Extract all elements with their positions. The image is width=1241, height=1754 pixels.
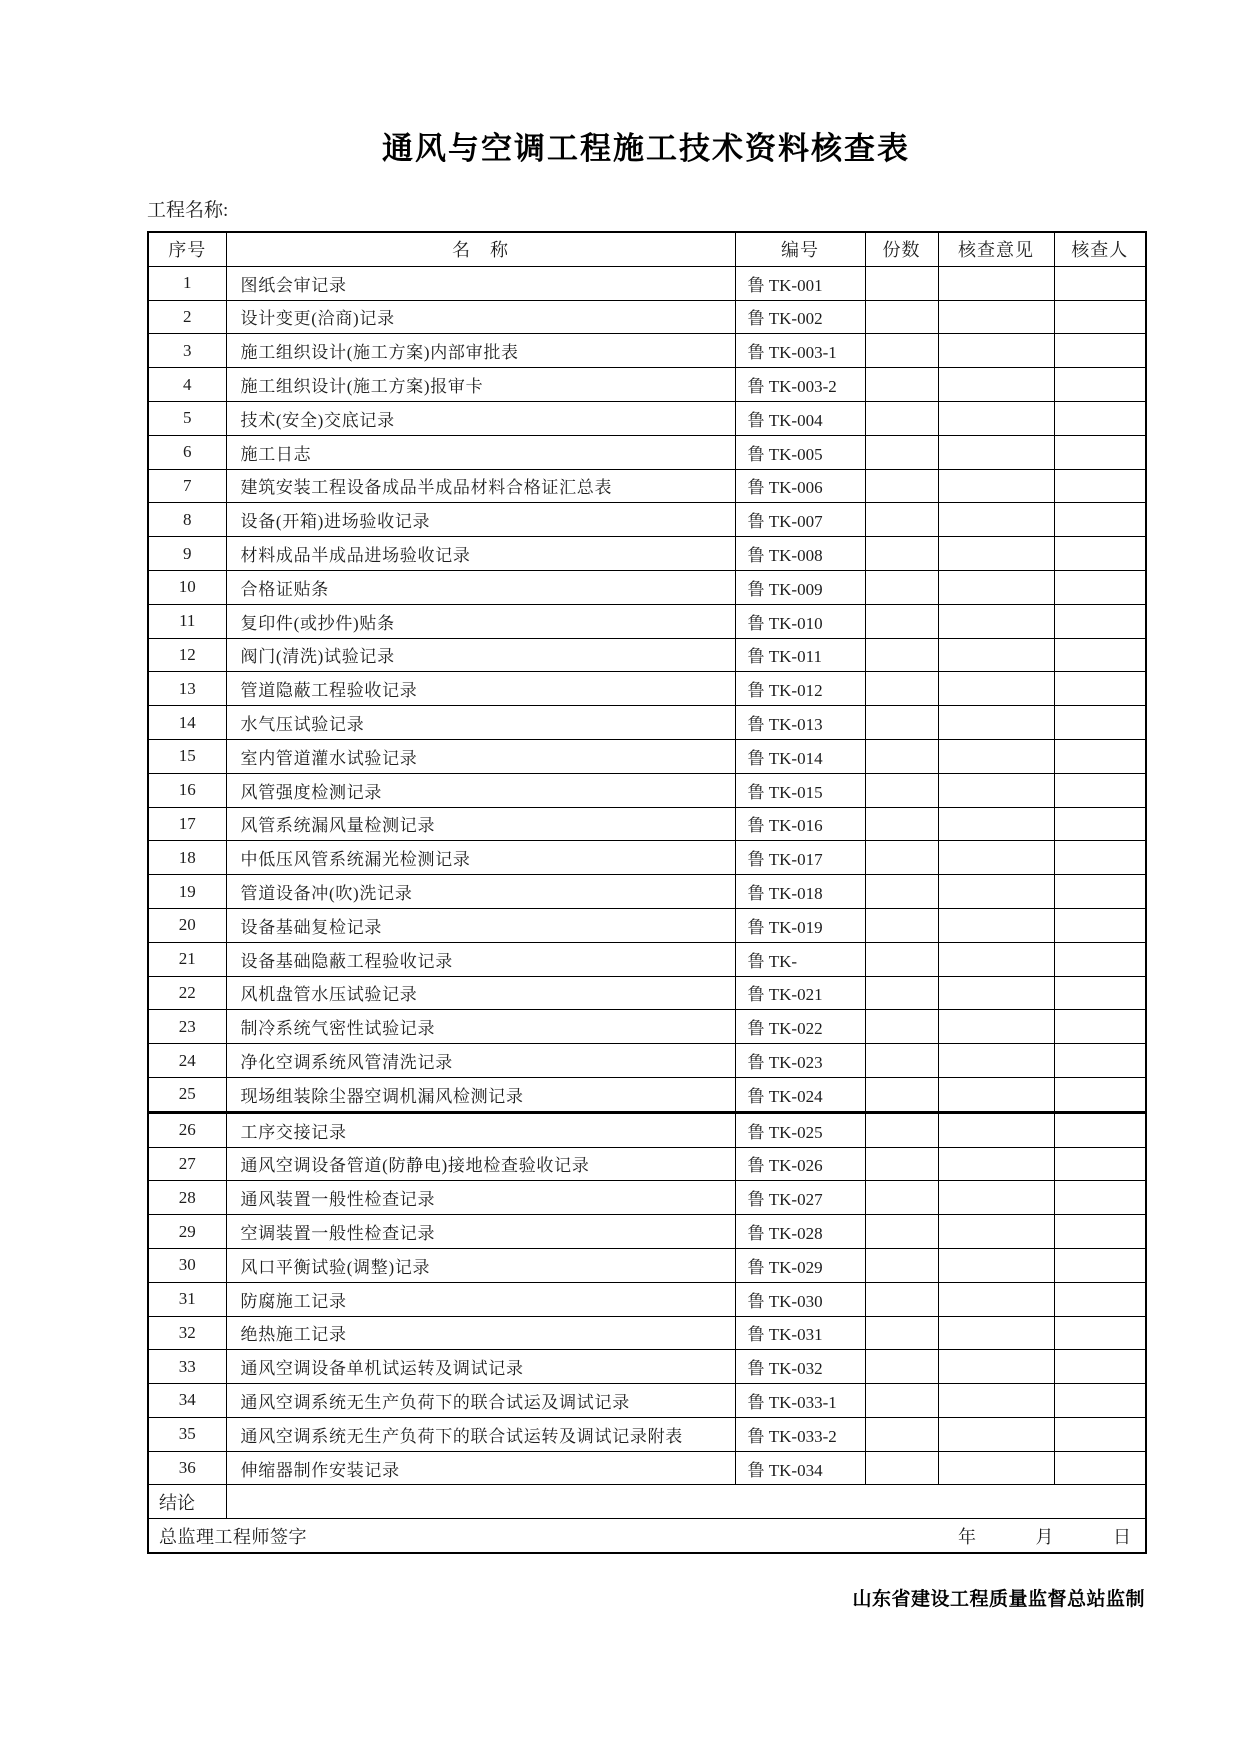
row-number-cell: 24 — [148, 1044, 226, 1078]
row-number-cell: 33 — [148, 1350, 226, 1384]
row-verifier-cell — [1054, 1215, 1146, 1249]
table-row — [148, 469, 1146, 503]
row-code-cell: 鲁 TK-004 — [735, 401, 865, 435]
row-number-cell: 26 — [148, 1112, 226, 1147]
row-opinion-cell — [938, 1181, 1054, 1215]
row-number-cell: 1 — [148, 266, 226, 300]
row-code-cell: 鲁 TK-033-1 — [735, 1384, 865, 1418]
row-number-cell: 5 — [148, 401, 226, 435]
row-number-cell: 8 — [148, 503, 226, 537]
row-verifier-cell — [1054, 1077, 1146, 1112]
col-header-code: 编号 — [735, 232, 865, 266]
row-code-cell: 鲁 TK-012 — [735, 672, 865, 706]
row-name-cell: 管道设备冲(吹)洗记录 — [226, 875, 735, 909]
publisher-label: 山东省建设工程质量监督总站监制 — [852, 1589, 1145, 1611]
row-code-cell: 鲁 TK-014 — [735, 739, 865, 773]
row-opinion-cell — [938, 638, 1054, 672]
row-verifier-cell — [1054, 1044, 1146, 1078]
row-opinion-cell — [938, 1451, 1054, 1485]
row-verifier-cell — [1054, 739, 1146, 773]
table-row — [148, 604, 1146, 638]
row-number-cell: 10 — [148, 570, 226, 604]
table-row — [148, 1181, 1146, 1215]
row-number-cell: 7 — [148, 469, 226, 503]
row-opinion-cell — [938, 942, 1054, 976]
row-opinion-cell — [938, 1010, 1054, 1044]
row-number-cell: 14 — [148, 706, 226, 740]
table-row — [148, 942, 1146, 976]
row-verifier-cell — [1054, 266, 1146, 300]
row-name-cell: 复印件(或抄件)贴条 — [226, 604, 735, 638]
row-verifier-cell — [1054, 841, 1146, 875]
page-title: 通风与空调工程施工技术资料核查表 — [382, 131, 910, 166]
table-row — [148, 1077, 1146, 1112]
row-name-cell: 施工日志 — [226, 435, 735, 469]
table-row — [148, 435, 1146, 469]
row-verifier-cell — [1054, 1010, 1146, 1044]
row-verifier-cell — [1054, 1147, 1146, 1181]
row-copies-cell — [865, 1010, 938, 1044]
row-number-cell: 9 — [148, 537, 226, 571]
signature-line — [149, 1523, 1145, 1549]
table-row — [148, 1215, 1146, 1249]
row-verifier-cell — [1054, 773, 1146, 807]
row-copies-cell — [865, 841, 938, 875]
row-verifier-cell — [1054, 638, 1146, 672]
row-verifier-cell — [1054, 503, 1146, 537]
row-copies-cell — [865, 1417, 938, 1451]
row-copies-cell — [865, 570, 938, 604]
row-name-cell: 管道隐蔽工程验收记录 — [226, 672, 735, 706]
row-name-cell: 防腐施工记录 — [226, 1282, 735, 1316]
row-verifier-cell — [1054, 300, 1146, 334]
signature-label: 总监理工程师签字 — [159, 1526, 307, 1547]
row-verifier-cell — [1054, 1316, 1146, 1350]
table-row — [148, 638, 1146, 672]
row-copies-cell — [865, 1147, 938, 1181]
row-name-cell: 制冷系统气密性试验记录 — [226, 1010, 735, 1044]
row-copies-cell — [865, 773, 938, 807]
row-code-cell: 鲁 TK-016 — [735, 807, 865, 841]
row-number-cell: 16 — [148, 773, 226, 807]
row-name-cell: 通风空调设备管道(防静电)接地检查验收记录 — [226, 1147, 735, 1181]
table-row — [148, 908, 1146, 942]
row-copies-cell — [865, 638, 938, 672]
row-verifier-cell — [1054, 537, 1146, 571]
row-copies-cell — [865, 706, 938, 740]
row-name-cell: 绝热施工记录 — [226, 1316, 735, 1350]
row-number-cell: 34 — [148, 1384, 226, 1418]
row-verifier-cell — [1054, 1350, 1146, 1384]
col-header-opinion: 核查意见 — [938, 232, 1054, 266]
row-code-cell: 鲁 TK-002 — [735, 300, 865, 334]
row-opinion-cell — [938, 334, 1054, 368]
row-opinion-cell — [938, 976, 1054, 1010]
row-code-cell: 鲁 TK-032 — [735, 1350, 865, 1384]
row-number-cell: 18 — [148, 841, 226, 875]
row-code-cell: 鲁 TK- — [735, 942, 865, 976]
row-opinion-cell — [938, 570, 1054, 604]
row-code-cell: 鲁 TK-030 — [735, 1282, 865, 1316]
date-day-label: 日 — [1113, 1526, 1131, 1547]
row-number-cell: 15 — [148, 739, 226, 773]
table-row — [148, 706, 1146, 740]
row-verifier-cell — [1054, 1417, 1146, 1451]
row-copies-cell — [865, 1350, 938, 1384]
table-row — [148, 266, 1146, 300]
row-copies-cell — [865, 1077, 938, 1112]
row-code-cell: 鲁 TK-006 — [735, 469, 865, 503]
row-number-cell: 23 — [148, 1010, 226, 1044]
col-header-copies: 份数 — [865, 232, 938, 266]
table-row — [148, 976, 1146, 1010]
row-copies-cell — [865, 976, 938, 1010]
row-name-cell: 施工组织设计(施工方案)内部审批表 — [226, 334, 735, 368]
row-verifier-cell — [1054, 334, 1146, 368]
table-row — [148, 1147, 1146, 1181]
row-opinion-cell — [938, 469, 1054, 503]
row-copies-cell — [865, 435, 938, 469]
row-opinion-cell — [938, 1147, 1054, 1181]
row-verifier-cell — [1054, 672, 1146, 706]
row-verifier-cell — [1054, 368, 1146, 402]
row-copies-cell — [865, 739, 938, 773]
row-opinion-cell — [938, 1112, 1054, 1147]
row-code-cell: 鲁 TK-027 — [735, 1181, 865, 1215]
row-name-cell: 净化空调系统风管清洗记录 — [226, 1044, 735, 1078]
row-code-cell: 鲁 TK-022 — [735, 1010, 865, 1044]
row-opinion-cell — [938, 875, 1054, 909]
row-code-cell: 鲁 TK-023 — [735, 1044, 865, 1078]
row-opinion-cell — [938, 503, 1054, 537]
row-number-cell: 25 — [148, 1077, 226, 1112]
table-row — [148, 401, 1146, 435]
row-name-cell: 风机盘管水压试验记录 — [226, 976, 735, 1010]
row-code-cell: 鲁 TK-024 — [735, 1077, 865, 1112]
row-copies-cell — [865, 368, 938, 402]
row-verifier-cell — [1054, 604, 1146, 638]
row-number-cell: 36 — [148, 1451, 226, 1485]
row-verifier-cell — [1054, 942, 1146, 976]
row-copies-cell — [865, 1248, 938, 1282]
row-verifier-cell — [1054, 706, 1146, 740]
row-copies-cell — [865, 469, 938, 503]
row-name-cell: 设备基础隐蔽工程验收记录 — [226, 942, 735, 976]
row-copies-cell — [865, 503, 938, 537]
row-opinion-cell — [938, 1215, 1054, 1249]
table-row — [148, 1282, 1146, 1316]
row-copies-cell — [865, 942, 938, 976]
table-row — [148, 807, 1146, 841]
row-code-cell: 鲁 TK-029 — [735, 1248, 865, 1282]
table-row — [148, 773, 1146, 807]
row-name-cell: 工序交接记录 — [226, 1112, 735, 1147]
row-name-cell: 伸缩器制作安装记录 — [226, 1451, 735, 1485]
row-verifier-cell — [1054, 807, 1146, 841]
table-row — [148, 1384, 1146, 1418]
table-row — [148, 1044, 1146, 1078]
row-name-cell: 通风空调系统无生产负荷下的联合试运及调试记录 — [226, 1384, 735, 1418]
row-name-cell: 中低压风管系统漏光检测记录 — [226, 841, 735, 875]
table-row — [148, 503, 1146, 537]
row-verifier-cell — [1054, 908, 1146, 942]
row-name-cell: 风管强度检测记录 — [226, 773, 735, 807]
row-number-cell: 13 — [148, 672, 226, 706]
table-body — [148, 266, 1146, 1485]
row-verifier-cell — [1054, 469, 1146, 503]
row-name-cell: 建筑安装工程设备成品半成品材料合格证汇总表 — [226, 469, 735, 503]
row-code-cell: 鲁 TK-018 — [735, 875, 865, 909]
row-copies-cell — [865, 401, 938, 435]
date-year-label: 年 — [958, 1526, 976, 1547]
row-copies-cell — [865, 1044, 938, 1078]
row-opinion-cell — [938, 1350, 1054, 1384]
row-number-cell: 17 — [148, 807, 226, 841]
row-number-cell: 12 — [148, 638, 226, 672]
row-verifier-cell — [1054, 875, 1146, 909]
table-row — [148, 368, 1146, 402]
document-content — [147, 0, 1145, 1611]
row-code-cell: 鲁 TK-008 — [735, 537, 865, 571]
col-header-verifier: 核查人 — [1054, 232, 1146, 266]
row-verifier-cell — [1054, 435, 1146, 469]
row-code-cell: 鲁 TK-034 — [735, 1451, 865, 1485]
row-copies-cell — [865, 266, 938, 300]
row-opinion-cell — [938, 1248, 1054, 1282]
row-code-cell: 鲁 TK-015 — [735, 773, 865, 807]
row-opinion-cell — [938, 435, 1054, 469]
table-row — [148, 334, 1146, 368]
row-number-cell: 28 — [148, 1181, 226, 1215]
row-name-cell: 合格证贴条 — [226, 570, 735, 604]
row-number-cell: 20 — [148, 908, 226, 942]
row-name-cell: 图纸会审记录 — [226, 266, 735, 300]
row-copies-cell — [865, 1181, 938, 1215]
row-code-cell: 鲁 TK-017 — [735, 841, 865, 875]
row-copies-cell — [865, 908, 938, 942]
row-copies-cell — [865, 334, 938, 368]
row-opinion-cell — [938, 604, 1054, 638]
header-row — [148, 232, 1146, 266]
row-name-cell: 通风装置一般性检查记录 — [226, 1181, 735, 1215]
row-opinion-cell — [938, 1417, 1054, 1451]
row-name-cell: 施工组织设计(施工方案)报审卡 — [226, 368, 735, 402]
row-opinion-cell — [938, 300, 1054, 334]
row-verifier-cell — [1054, 1384, 1146, 1418]
row-opinion-cell — [938, 706, 1054, 740]
row-code-cell: 鲁 TK-028 — [735, 1215, 865, 1249]
row-code-cell: 鲁 TK-021 — [735, 976, 865, 1010]
row-copies-cell — [865, 300, 938, 334]
conclusion-cell — [226, 1485, 1146, 1519]
table-row — [148, 672, 1146, 706]
table-row — [148, 1248, 1146, 1282]
row-opinion-cell — [938, 908, 1054, 942]
row-number-cell: 31 — [148, 1282, 226, 1316]
table-footer — [148, 1485, 1146, 1553]
project-name-label: 工程名称: — [147, 200, 229, 221]
row-opinion-cell — [938, 672, 1054, 706]
row-code-cell: 鲁 TK-005 — [735, 435, 865, 469]
row-name-cell: 空调装置一般性检查记录 — [226, 1215, 735, 1249]
table-row — [148, 875, 1146, 909]
row-number-cell: 30 — [148, 1248, 226, 1282]
row-opinion-cell — [938, 841, 1054, 875]
row-opinion-cell — [938, 368, 1054, 402]
checklist-table — [147, 231, 1147, 1554]
row-number-cell: 3 — [148, 334, 226, 368]
col-header-name: 名 称 — [226, 232, 735, 266]
row-opinion-cell — [938, 1282, 1054, 1316]
row-code-cell: 鲁 TK-007 — [735, 503, 865, 537]
table-row — [148, 537, 1146, 571]
row-number-cell: 4 — [148, 368, 226, 402]
row-opinion-cell — [938, 537, 1054, 571]
row-number-cell: 11 — [148, 604, 226, 638]
table-row — [148, 1350, 1146, 1384]
row-number-cell: 21 — [148, 942, 226, 976]
row-copies-cell — [865, 1316, 938, 1350]
row-name-cell: 设计变更(洽商)记录 — [226, 300, 735, 334]
row-code-cell: 鲁 TK-031 — [735, 1316, 865, 1350]
table-row — [148, 1010, 1146, 1044]
row-number-cell: 19 — [148, 875, 226, 909]
row-verifier-cell — [1054, 1248, 1146, 1282]
row-number-cell: 2 — [148, 300, 226, 334]
table-row — [148, 1112, 1146, 1147]
row-opinion-cell — [938, 266, 1054, 300]
row-number-cell: 22 — [148, 976, 226, 1010]
row-number-cell: 35 — [148, 1417, 226, 1451]
table-row — [148, 841, 1146, 875]
row-name-cell: 通风空调设备单机试运转及调试记录 — [226, 1350, 735, 1384]
row-code-cell: 鲁 TK-013 — [735, 706, 865, 740]
row-verifier-cell — [1054, 976, 1146, 1010]
row-code-cell: 鲁 TK-011 — [735, 638, 865, 672]
row-copies-cell — [865, 1384, 938, 1418]
signature-row — [148, 1519, 1146, 1553]
date-month-label: 月 — [1035, 1526, 1054, 1547]
row-copies-cell — [865, 1112, 938, 1147]
row-name-cell: 水气压试验记录 — [226, 706, 735, 740]
row-name-cell: 风口平衡试验(调整)记录 — [226, 1248, 735, 1282]
row-opinion-cell — [938, 401, 1054, 435]
row-code-cell: 鲁 TK-009 — [735, 570, 865, 604]
row-copies-cell — [865, 1451, 938, 1485]
conclusion-row — [148, 1485, 1146, 1519]
row-name-cell: 通风空调系统无生产负荷下的联合试运转及调试记录附表 — [226, 1417, 735, 1451]
row-name-cell: 设备(开箱)进场验收记录 — [226, 503, 735, 537]
row-copies-cell — [865, 1282, 938, 1316]
row-code-cell: 鲁 TK-019 — [735, 908, 865, 942]
table-row — [148, 1451, 1146, 1485]
row-name-cell: 室内管道灌水试验记录 — [226, 739, 735, 773]
row-copies-cell — [865, 875, 938, 909]
row-code-cell: 鲁 TK-010 — [735, 604, 865, 638]
date-labels — [903, 1523, 1145, 1549]
row-verifier-cell — [1054, 1451, 1146, 1485]
row-code-cell: 鲁 TK-033-2 — [735, 1417, 865, 1451]
row-name-cell: 材料成品半成品进场验收记录 — [226, 537, 735, 571]
row-verifier-cell — [1054, 401, 1146, 435]
row-copies-cell — [865, 604, 938, 638]
row-verifier-cell — [1054, 1282, 1146, 1316]
row-number-cell: 27 — [148, 1147, 226, 1181]
row-verifier-cell — [1054, 570, 1146, 604]
row-opinion-cell — [938, 1044, 1054, 1078]
row-name-cell: 现场组装除尘器空调机漏风检测记录 — [226, 1077, 735, 1112]
row-verifier-cell — [1054, 1112, 1146, 1147]
row-opinion-cell — [938, 739, 1054, 773]
row-number-cell: 29 — [148, 1215, 226, 1249]
table-row — [148, 300, 1146, 334]
row-name-cell: 设备基础复检记录 — [226, 908, 735, 942]
col-header-seq: 序号 — [148, 232, 226, 266]
row-copies-cell — [865, 537, 938, 571]
row-opinion-cell — [938, 1077, 1054, 1112]
row-name-cell: 风管系统漏风量检测记录 — [226, 807, 735, 841]
table-row — [148, 1316, 1146, 1350]
row-code-cell: 鲁 TK-001 — [735, 266, 865, 300]
row-copies-cell — [865, 807, 938, 841]
row-code-cell: 鲁 TK-003-1 — [735, 334, 865, 368]
row-name-cell: 技术(安全)交底记录 — [226, 401, 735, 435]
row-copies-cell — [865, 1215, 938, 1249]
row-code-cell: 鲁 TK-003-2 — [735, 368, 865, 402]
table-row — [148, 570, 1146, 604]
row-opinion-cell — [938, 773, 1054, 807]
row-code-cell: 鲁 TK-025 — [735, 1112, 865, 1147]
row-verifier-cell — [1054, 1181, 1146, 1215]
row-number-cell: 32 — [148, 1316, 226, 1350]
table-row — [148, 1417, 1146, 1451]
row-opinion-cell — [938, 1384, 1054, 1418]
table-row — [148, 739, 1146, 773]
row-opinion-cell — [938, 807, 1054, 841]
conclusion-label: 结论 — [148, 1485, 226, 1519]
row-opinion-cell — [938, 1316, 1054, 1350]
row-copies-cell — [865, 672, 938, 706]
row-code-cell: 鲁 TK-026 — [735, 1147, 865, 1181]
row-number-cell: 6 — [148, 435, 226, 469]
row-name-cell: 阀门(清洗)试验记录 — [226, 638, 735, 672]
